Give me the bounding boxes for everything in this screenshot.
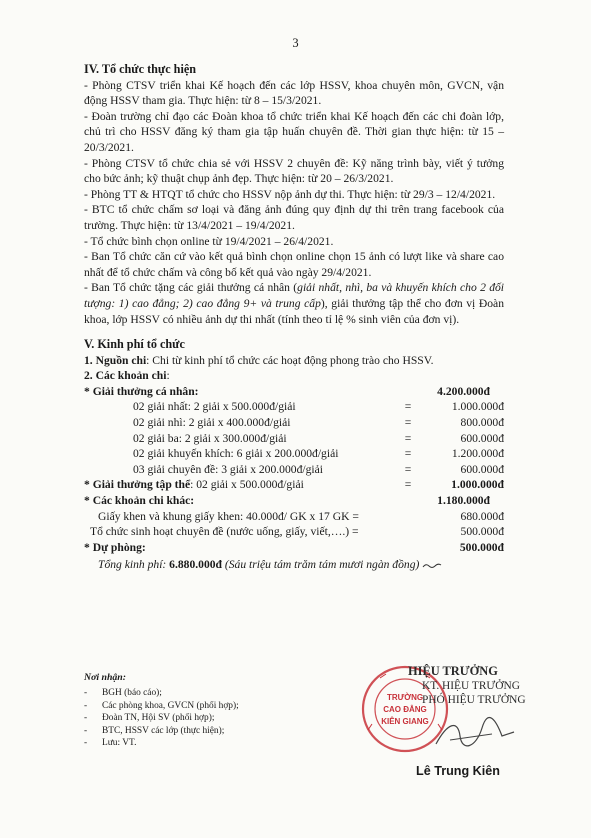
- section-4-paragraph: - Ban Tổ chức căn cứ vào kết quả bình chọn online chọn 15 ảnh có lượt like và share cao nhất để tổ chức chấm và công bố kết quả vào ngày 29/4/2021.: [84, 250, 504, 279]
- funding-source: [84, 353, 504, 369]
- prize-item-amount: 600.000đ: [460, 431, 504, 445]
- total-budget-words: (Sáu triệu tám trăm tám mươi ngàn đồng): [222, 558, 420, 572]
- expense-items-heading: [84, 368, 504, 384]
- recipients-block: [84, 672, 344, 749]
- prize-item-amount: 800.000đ: [460, 416, 504, 430]
- prize-item-text: 02 giải nhất: 2 giải x 500.000đ/giải: [133, 400, 296, 414]
- other-expenses-amount: 1.180.000đ: [437, 494, 490, 508]
- signature-block: [360, 654, 570, 804]
- section-4-paragraph: - Phòng CTSV tổ chức chia sẻ với HSSV 2 chuyên đề: Kỹ năng trình bày, viết ý tưởng cho bức ảnh; kỹ thuật chụp ảnh đẹp. Thực hiện: từ 20 – 26/3/2021.: [84, 156, 504, 186]
- total-budget-label: Tổng kinh phí:: [98, 558, 170, 572]
- awards-italic: giải nhất, nhì, ba và khuyến khích cho 2 đối tượng: 1) cao đẳng; 2) cao đẳng 9+ và trung cấp: [84, 281, 505, 310]
- prize-item-equals: =: [404, 400, 412, 414]
- section-4-awards-paragraph: [84, 280, 504, 327]
- collective-prize-equals: =: [404, 478, 412, 492]
- prize-item-equals: =: [404, 462, 412, 476]
- stamp-line: KIÊN GIANG: [381, 717, 429, 726]
- collective-prize-label: * Giải thưởng tập thể: [84, 478, 191, 492]
- prize-item-text: 02 giải khuyến khích: 6 giải x 200.000đ/giải: [133, 447, 339, 461]
- collective-prize-row: [84, 477, 504, 493]
- other-expense-item-text: Tổ chức sinh hoạt chuyên đề (nước uống, giấy, viết,….) =: [90, 525, 359, 539]
- funding-source-label: 1. Nguồn chi: [84, 353, 147, 367]
- prize-item-row: [84, 462, 504, 478]
- prize-item-amount: 1.200.000đ: [451, 447, 504, 461]
- prize-item-equals: =: [404, 431, 412, 445]
- prize-item-text: 03 giải chuyên đề: 3 giải x 200.000đ/giải: [133, 462, 323, 476]
- collective-prize-rest: : 02 giải x 500.000đ/giải: [190, 478, 304, 492]
- reserve-amount: 500.000đ: [459, 540, 504, 554]
- prize-item-row: [84, 415, 504, 431]
- individual-prize-row: [84, 384, 504, 400]
- other-expenses-row: [84, 493, 504, 509]
- section-4-heading: IV. Tổ chức thực hiện: [84, 62, 197, 76]
- recipients-title: Nơi nhận:: [84, 672, 127, 683]
- collective-prize-text: [84, 477, 304, 493]
- other-expense-item-amount: 500.000đ: [460, 525, 504, 539]
- individual-prize-label: * Giải thưởng cá nhân:: [84, 384, 199, 398]
- other-expense-item-row: [84, 524, 504, 540]
- expense-items-colon: :: [166, 369, 170, 383]
- prize-item-equals: =: [404, 416, 412, 430]
- other-expenses-label: * Các khoản chi khác:: [84, 494, 195, 508]
- funding-source-text: : Chi từ kinh phí tổ chức các hoạt động phong trào cho HSSV.: [146, 353, 434, 367]
- section-4-paragraph: - BTC tổ chức chấm sơ loại và đăng ảnh đúng quy định dự thi trên trang facebook của trường. Thực hiện: từ 13/4/2021 – 19/4/2021.: [84, 203, 504, 232]
- collective-prize-amount: 1.000.000đ: [451, 478, 504, 492]
- recipient-item: - Lưu: VT.: [84, 737, 344, 749]
- recipient-item: - BGH (báo cáo);: [84, 687, 344, 699]
- reserve-row: [84, 540, 504, 556]
- signer-name: Lê Trung Kiên: [416, 764, 500, 778]
- recipient-item: - BTC, HSSV các lớp (thực hiện);: [84, 725, 344, 737]
- handwritten-mark-icon: [422, 562, 442, 570]
- total-budget-line: [84, 557, 504, 573]
- prize-item-text: 02 giải ba: 2 giải x 300.000đ/giải: [133, 431, 287, 445]
- signer-title-on-behalf: KT. HIỆU TRƯỞNG: [422, 680, 520, 692]
- recipient-item: - Đoàn TN, Hội SV (phối hợp);: [84, 712, 344, 724]
- handwritten-signature-icon: [430, 714, 520, 754]
- total-budget-amount: 6.880.000đ: [169, 558, 222, 572]
- recipients-list: [84, 687, 344, 749]
- signer-title-vice-principal: PHÓ HIỆU TRƯỞNG: [422, 694, 526, 706]
- prize-item-equals: =: [404, 447, 412, 461]
- prize-item-row: [84, 399, 504, 415]
- section-5-heading: V. Kinh phí tổ chức: [84, 337, 185, 352]
- awards-lead: - Ban Tổ chức tặng các giải thưởng cá nhân (: [84, 281, 298, 295]
- individual-prize-amount: 4.200.000đ: [437, 384, 490, 398]
- prize-item-row: [84, 431, 504, 447]
- document-body: [84, 62, 504, 573]
- other-expense-item-row: [84, 509, 504, 525]
- page-number: 3: [292, 36, 299, 50]
- other-expense-item-text: Giấy khen và khung giấy khen: 40.000đ/ GK x 17 GK =: [98, 509, 359, 523]
- recipient-item: - Các phòng khoa, GVCN (phối hợp);: [84, 700, 344, 712]
- section-4-paragraph: - Đoàn trường chỉ đạo các Đoàn khoa tổ chức triển khai Kế hoạch đến các chi đoàn lớp, chủ trì cho HSSV đăng ký tham gia tập huấn chuyên đề. Thời gian thực hiện: từ 15 – 20/3/2021.: [84, 109, 504, 154]
- prize-item-amount: 600.000đ: [460, 462, 504, 476]
- stamp-line: TRƯỜNG: [386, 693, 424, 702]
- other-expense-item-amount: 680.000đ: [460, 509, 504, 523]
- awards-tail: ), giải thưởng tập thể cho đơn vị Đoàn khoa, lớp HSSV có nhiều ảnh dự thi nhất (tính theo tỉ lệ % sinh viên của đơn vị).: [84, 296, 504, 326]
- prize-item-amount: 1.000.000đ: [451, 400, 504, 414]
- stamp-line: CAO ĐẲNG: [383, 705, 427, 714]
- section-4-paragraph: - Phòng TT & HTQT tổ chức cho HSSV nộp ảnh dự thi. Thực hiện: từ 29/3 – 12/4/2021.: [84, 187, 496, 201]
- signer-title-principal: HIỆU TRƯỞNG: [408, 664, 498, 678]
- reserve-label: * Dự phòng:: [84, 540, 146, 554]
- expense-items-label: 2. Các khoản chi: [84, 369, 167, 383]
- prize-item-row: [84, 446, 504, 462]
- prize-item-text: 02 giải nhì: 2 giải x 400.000đ/giải: [133, 416, 291, 430]
- section-4-paragraph: - Tổ chức bình chọn online từ 19/4/2021 – 26/4/2021.: [84, 234, 334, 248]
- section-4-paragraph: - Phòng CTSV triển khai Kế hoạch đến các lớp HSSV, khoa chuyên môn, GVCN, vận động HSSV tham gia. Thực hiện: từ 8 – 15/3/2021.: [84, 78, 504, 108]
